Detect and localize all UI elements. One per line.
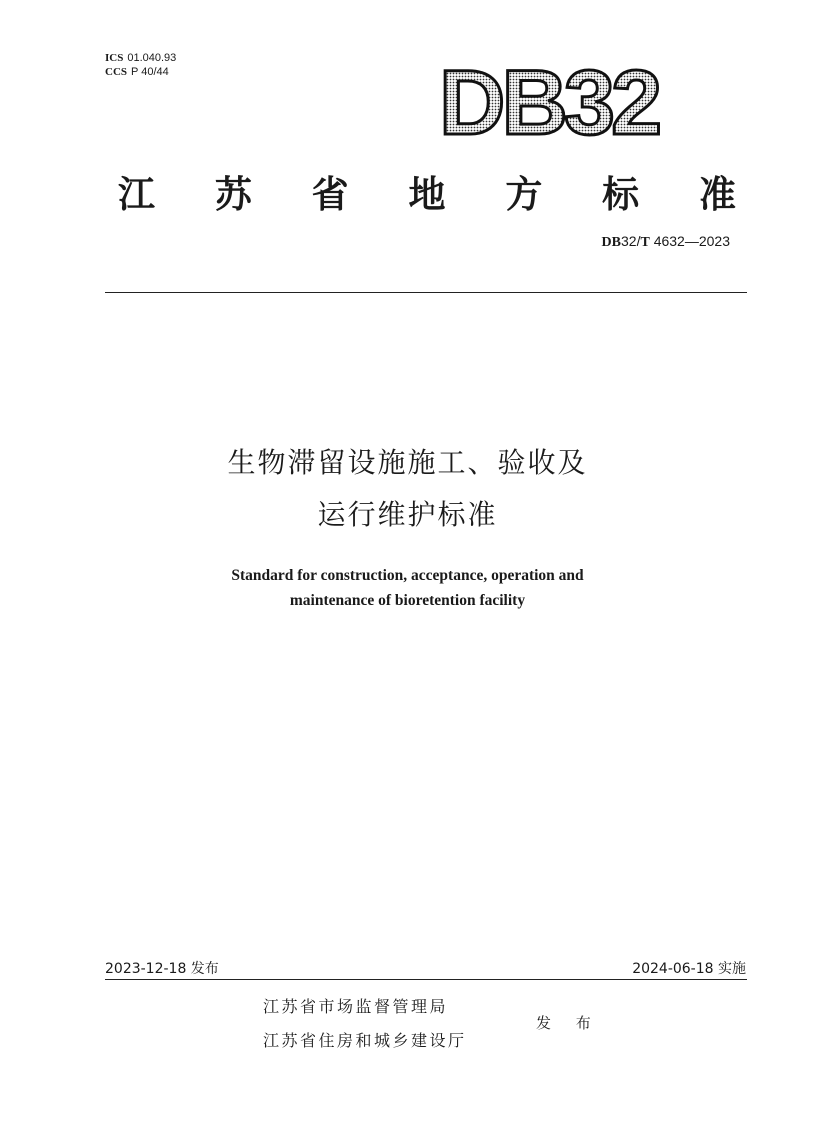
document-title-line1: 生物滞留设施施工、验收及 — [227, 446, 588, 479]
document-title-line2: 运行维护标准 — [317, 498, 498, 531]
svg-text:DB32: DB32 — [439, 52, 659, 144]
ccs-code: CCS P 40/44 — [105, 66, 169, 78]
footer-divider — [105, 979, 747, 980]
category-title-char: 地 — [408, 173, 446, 216]
category-title-char: 方 — [505, 173, 543, 216]
effective-date: 2024-06-18 实施 — [632, 961, 746, 977]
category-title-char: 江 — [118, 173, 155, 216]
issuer-1: 江苏省市场监督管理局 — [263, 997, 449, 1016]
publish-label: 发 布 — [536, 1014, 601, 1032]
category-title-char: 省 — [311, 173, 349, 216]
document-number: DB32/T 4632—2023 — [601, 233, 730, 250]
category-title-char: 标 — [602, 173, 640, 216]
issuing-authorities — [263, 990, 467, 1058]
category-title-char: 苏 — [214, 173, 252, 216]
header-divider — [105, 292, 747, 293]
db32-logo — [437, 48, 687, 144]
issuer-2: 江苏省住房和城乡建设厅 — [263, 1031, 467, 1050]
ics-code: ICS 01.040.93 — [105, 52, 177, 64]
english-title-line2: maintenance of bioretention facility — [289, 592, 526, 609]
standard-category-title — [118, 164, 736, 218]
english-title-line1: Standard for construction, acceptance, operation and — [231, 567, 584, 584]
issue-date: 2023-12-18 发布 — [105, 961, 219, 977]
classification-codes — [105, 51, 176, 79]
category-title-char: 准 — [698, 173, 736, 216]
